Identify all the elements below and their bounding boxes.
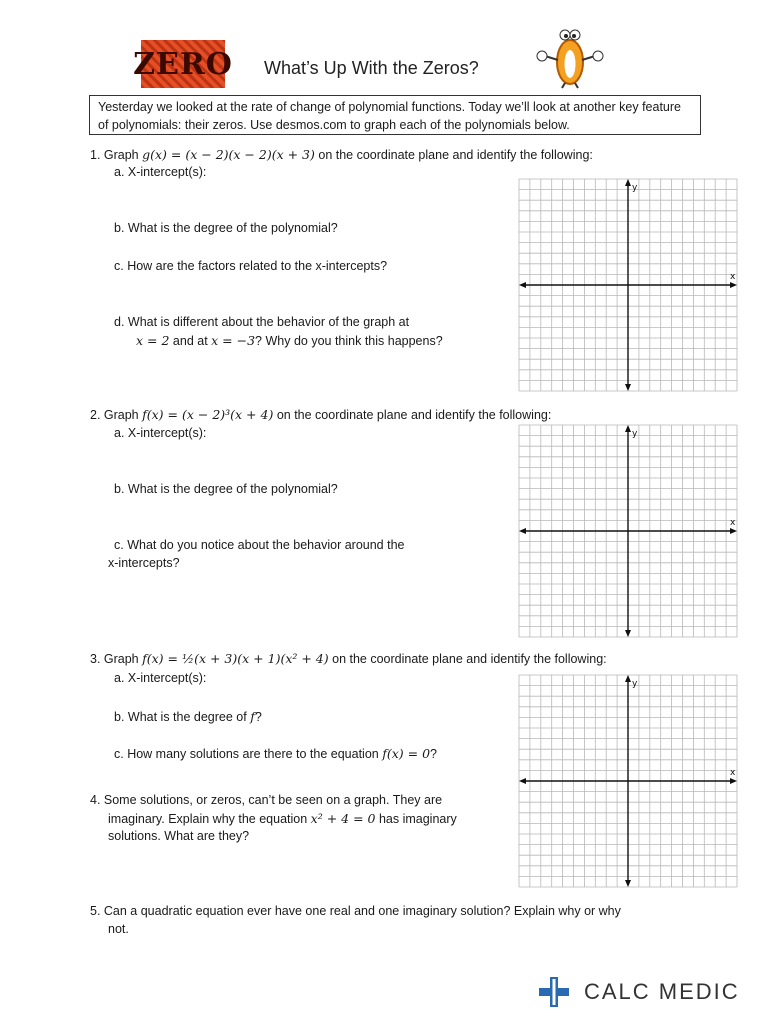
question-3-prompt: 3. Graph f(x) = ½(x + 3)(x + 1)(x² + 4) on the coordinate plane and identify the following:	[90, 651, 607, 666]
q1-part-b: b. What is the degree of the polynomial?	[114, 221, 338, 235]
y-axis-label: y	[632, 183, 638, 193]
intro-box: Yesterday we looked at the rate of change of polynomial functions. Today we’ll look at another key feature of polynomials: their zeros. Use desmos.com to graph each of the polynomials below.	[89, 95, 701, 135]
question-4-line3: solutions. What are they?	[108, 829, 250, 843]
q1-part-d-line1: d. What is different about the behavior of the graph at	[114, 315, 410, 329]
x-axis-label: x	[730, 518, 736, 528]
question-5-line2: not.	[108, 922, 129, 936]
question-4-line1: 4. Some solutions, or zeros, can’t be seen on a graph. They are	[90, 793, 443, 807]
page-title: What’s Up With the Zeros?	[264, 58, 479, 78]
question-1-prompt: 1. Graph g(x) = (x − 2)(x − 2)(x + 3) on the coordinate plane and identify the following:	[90, 147, 593, 162]
calc-medic-cross-icon	[538, 976, 570, 1008]
q1-part-a: a. X-intercept(s):	[114, 165, 207, 179]
y-axis-label: y	[632, 429, 638, 439]
x-axis-label: x	[730, 272, 736, 282]
zero-mascot-icon	[532, 26, 608, 90]
q3-part-a: a. X-intercept(s):	[114, 671, 207, 685]
q3-part-b: b. What is the degree of f?	[114, 709, 262, 724]
x-axis-label: x	[730, 768, 736, 778]
q2-part-c-line1: c. What do you notice about the behavior around the	[114, 538, 405, 552]
y-axis-label: y	[632, 679, 638, 689]
q2-part-a: a. X-intercept(s):	[114, 426, 207, 440]
q2-part-c-line2: x-intercepts?	[108, 556, 180, 570]
coordinate-grid-1	[518, 178, 738, 392]
q2-part-b: b. What is the degree of the polynomial?	[114, 482, 338, 496]
question-4-line2: imaginary. Explain why the equation x² + 4 = 0 has imaginary	[108, 811, 457, 826]
calc-medic-brand: CALC MEDIC	[584, 979, 740, 1004]
q1-part-c: c. How are the factors related to the x-intercepts?	[114, 259, 388, 273]
q1-part-d-line2: x = 2 and at x = −3? Why do you think this happens?	[136, 333, 443, 348]
coordinate-grid-2	[518, 424, 738, 638]
q3-part-c: c. How many solutions are there to the equation f(x) = 0?	[114, 746, 437, 761]
coordinate-grid-3	[518, 674, 738, 888]
question-2-prompt: 2. Graph f(x) = (x − 2)³(x + 4) on the coordinate plane and identify the following:	[90, 407, 552, 422]
zero-logo: ZERO	[141, 40, 225, 88]
question-5-line1: 5. Can a quadratic equation ever have one real and one imaginary solution? Explain why or why	[90, 904, 621, 918]
